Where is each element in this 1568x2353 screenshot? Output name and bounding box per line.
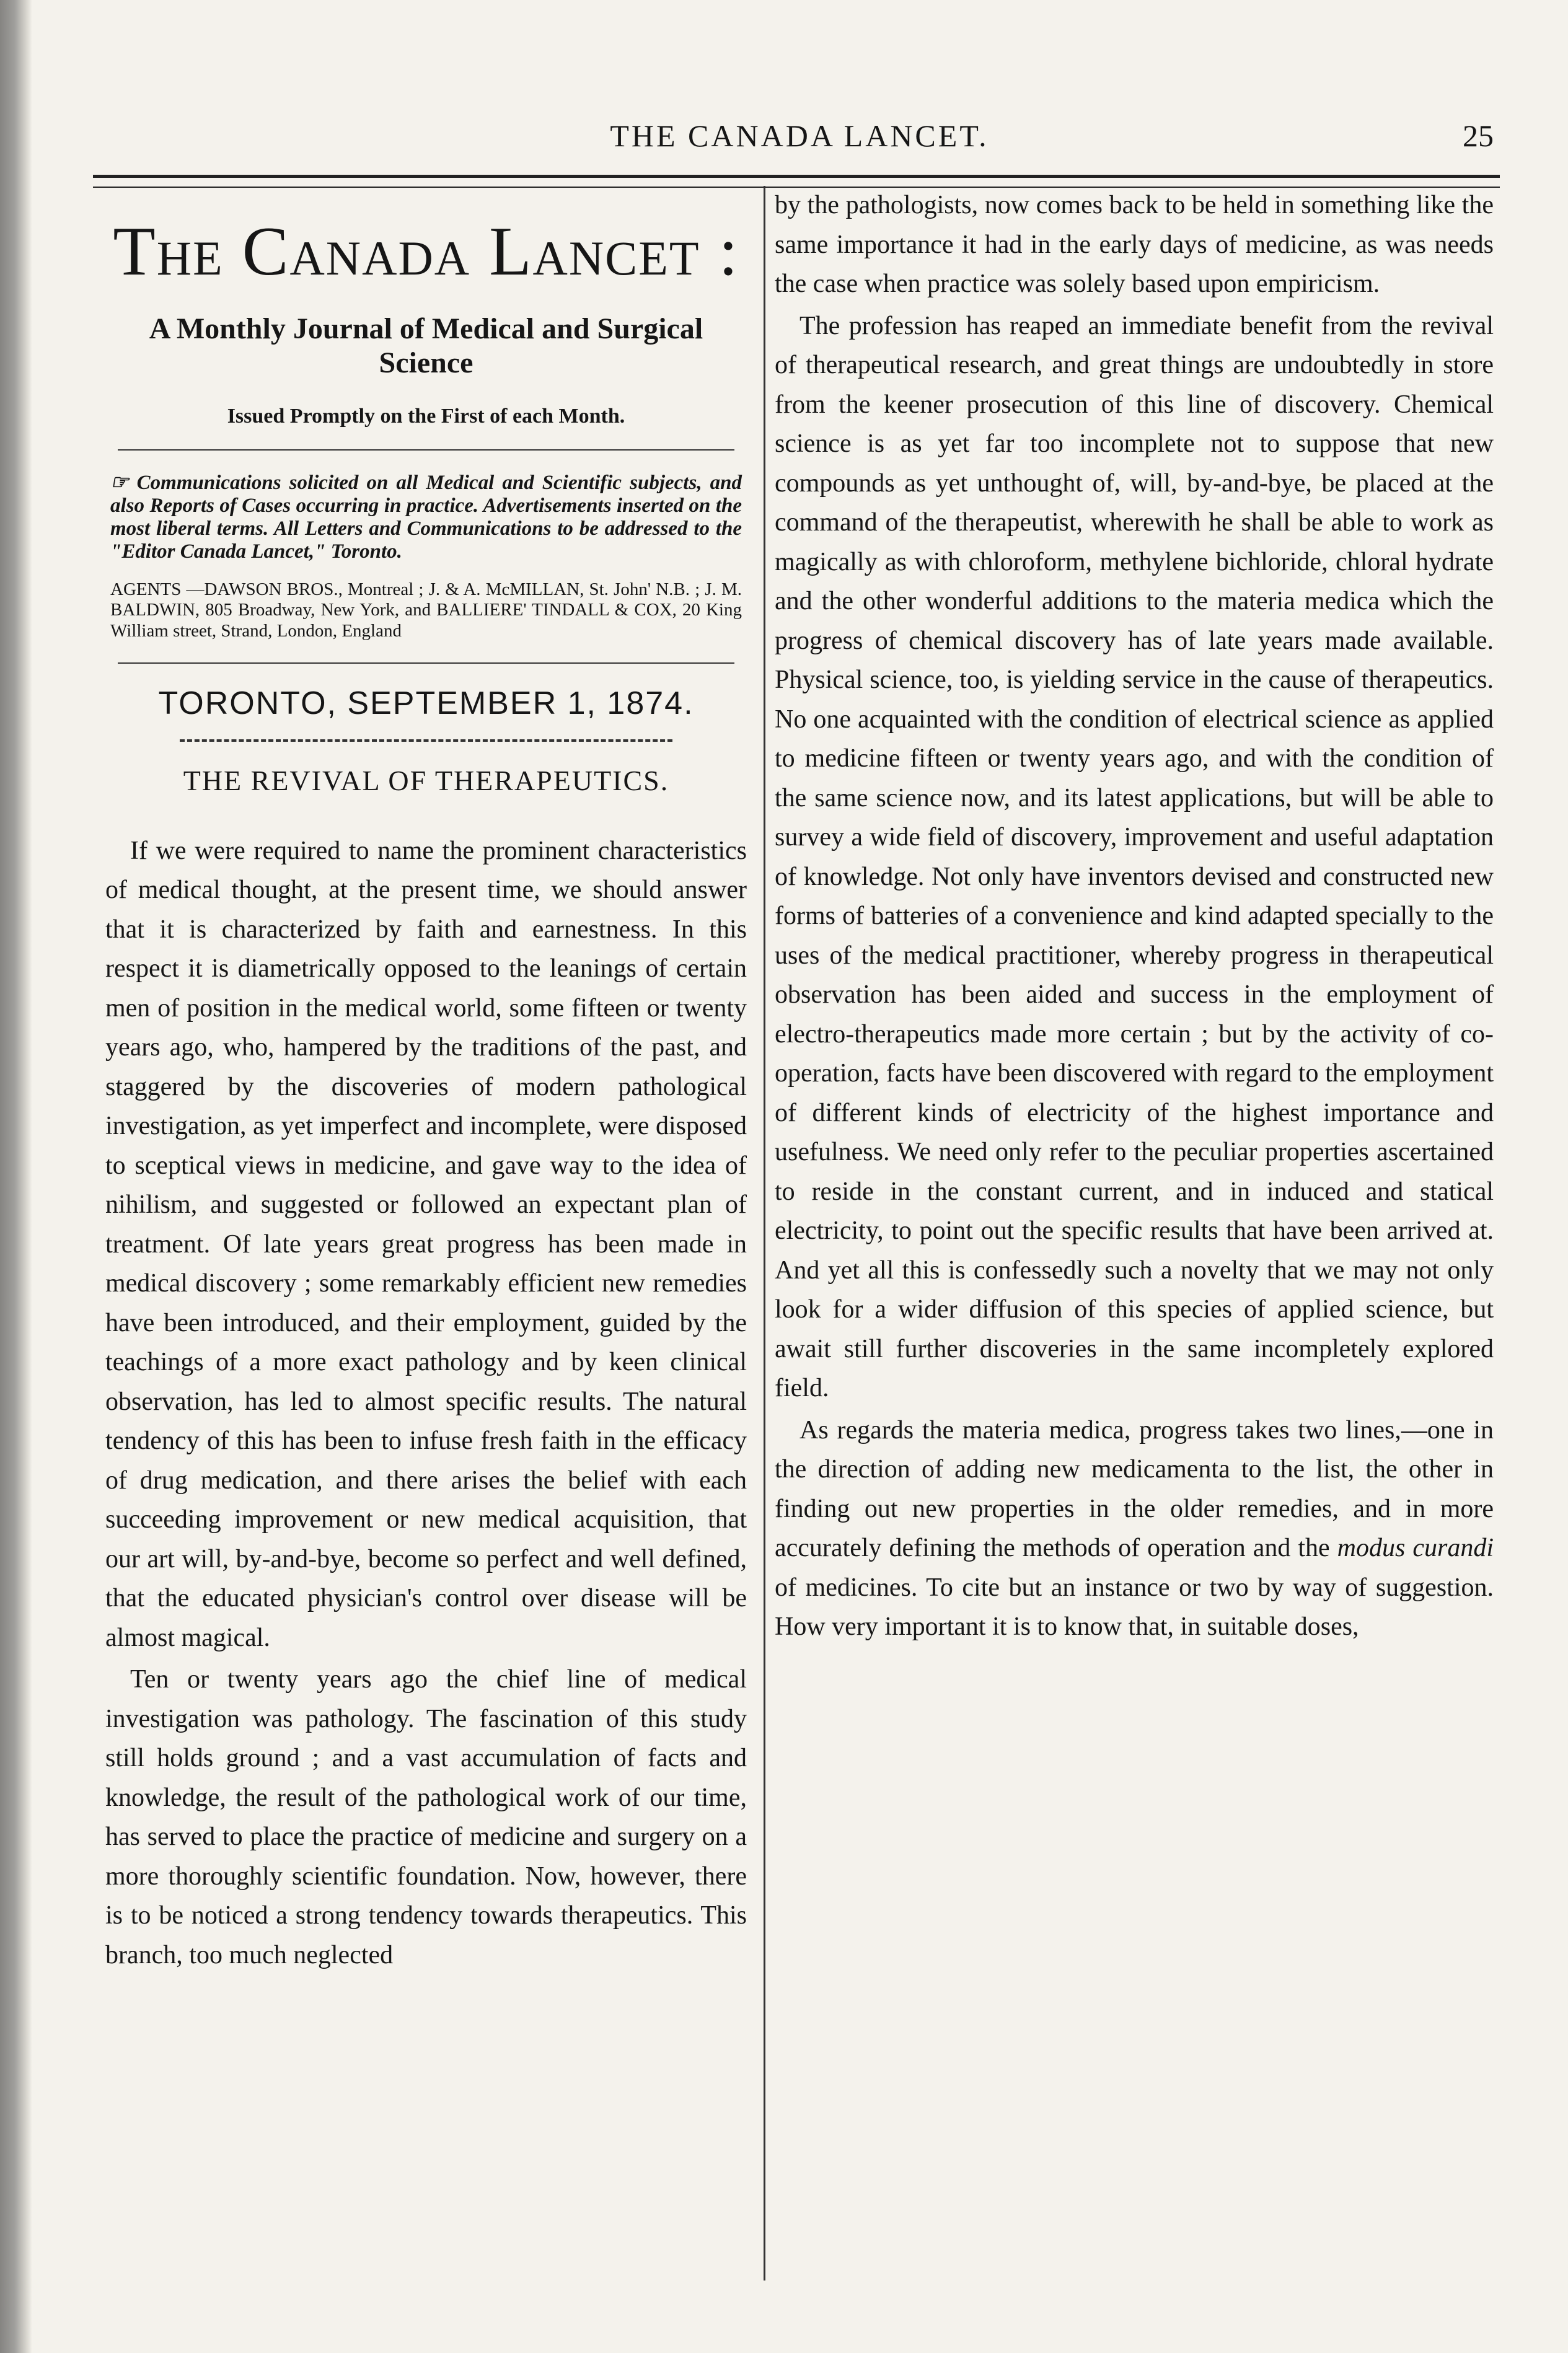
page-number: 25	[1463, 118, 1494, 153]
paragraph: Ten or twenty years ago the chief line of medical investigation was pathology. The fascination of this study still holds ground ; and a vast accumulation of facts and knowledge, the result of the pathological work of our time, has served to place the practice of medicine and surgery on a more thoroughly scientific foundation. Now, however, there is to be noticed a strong tendency towards therapeutics. This branch, too much neglected	[105, 1665, 747, 1969]
left-body-text	[105, 832, 747, 1976]
dateline: TORONTO, SEPTEMBER 1, 1874.	[158, 685, 694, 721]
paragraph-text: As regards the materia medica, progress takes two lines,—one in the direction of adding new medicamenta to the list, the other in finding out new properties in the older remedies, and in more accurately defining the methods of operation and the	[775, 1415, 1494, 1562]
notice-rule	[118, 662, 734, 664]
communications-notice: ☞ Communications solicited on all Medical and Scientific subjects, and also Reports of Cases occurring in practice. Advertisements inserted on the most liberal terms. All Letters and Communications to be addressed to the "Editor Canada Lancet," Toronto.	[110, 472, 742, 563]
paragraph: If we were required to name the prominent characteristics of medical thought, at the present time, we should answer that it is characterized by faith and earnestness. In this respect it is diametrically opposed to the leanings of certain men of position in the medical world, some fifteen or twenty years ago, who, hampered by the traditions of the past, and staggered by the discoveries of modern pathological investigation, as yet imperfect and incomplete, were disposed to sceptical views in medicine, and gave way to the idea of nihilism, and suggested or followed an expectant plan of treatment. Of late years great progress has been made in medical discovery ; some remarkably efficient new remedies have been introduced, and their employment, guided by the teachings of a more exact pathology and by keen clinical observation, has led to almost specific results. The natural tendency of this has been to infuse fresh faith in the efficacy of drug medication, and there arises the belief with each succeeding improvement or new medical acquisition, that our art will, by-and-bye, become so perfect and well defined, that the educated physician's control over disease will be almost magical.	[105, 836, 747, 1652]
right-body-text	[775, 186, 1494, 1647]
masthead-title: The Canada Lancet :	[113, 213, 739, 290]
paragraph: The profession has reaped an immediate benefit from the revival of therapeutical research, and great things are undoubtedly in store from the keener prosecution of this line of discovery. Chemical science is as yet far too incomplete not to suppose that new compounds as yet unthought of, will, by-and-bye, be placed at the command of the therapeutist, wherewith he shall be able to work as magically as with chloroform, methylene bichloride, chloral hydrate and the other wonderful additions to the materia medica which the progress of chemical discovery has of late years made available. Physical science, too, is yielding service in the cause of therapeutics. No one acquainted with the condition of electrical science as applied to medicine fifteen or twenty years ago, and with the condition of the same science now, and its latest applications, but will be able to survey a wide field of discovery, improvement and useful adaptation of knowledge. Not only have inventors devised and constructed new forms of batteries of a convenience and kind adapted specially to the uses of the medical practitioner, whereby progress in therapeutical observation has been aided and success in the employment of electro-therapeutics made more certain ; but by the activity of co-operation, facts have been discovered with regard to the employment of different kinds of electricity of the highest importance and usefulness. We need only refer to the peculiar properties ascertained to reside in the constant current, and in induced and statical electricity, to point out the specific results that have been arrived at. And yet all this is confessedly such a novelty that we may not only look for a wider diffusion of this species of applied science, but await still further discoveries in the same incompletely explored field.	[775, 311, 1494, 1402]
masthead-subtitle: A Monthly Journal of Medical and Surgical Science	[149, 312, 703, 379]
book-binding-shadow	[0, 0, 32, 2353]
paragraph-text: of medicines. To cite but an instance or two by way of suggestion. How very important it is to know that, in suitable doses,	[775, 1573, 1494, 1641]
running-head	[105, 118, 1494, 161]
left-column	[105, 197, 747, 1975]
article-title: THE REVIVAL OF THERAPEUTICS.	[183, 764, 669, 796]
right-column	[775, 186, 1494, 1647]
running-title: THE CANADA LANCET.	[610, 118, 989, 153]
dateline-rule	[180, 739, 672, 742]
masthead-issued-note: Issued Promptly on the First of each Month.	[227, 405, 625, 428]
column-divider	[764, 186, 765, 2280]
paragraph-materia-medica	[775, 1411, 1494, 1647]
italic-term: modus curandi	[1337, 1534, 1494, 1562]
agents-notice: AGENTS —DAWSON BROS., Montreal ; J. & A. McMILLAN, St. John' N.B. ; J. M. BALDWIN, 805 Broadway, New York, and BALLIERE' TINDALL & COX, 20 King William street, Strand, London, England	[110, 579, 742, 641]
paragraph: by the pathologists, now comes back to be held in something like the same importance it had in the early days of medicine, as was needs the case when practice was solely based upon empiricism.	[775, 191, 1494, 298]
masthead-rule	[118, 449, 734, 451]
